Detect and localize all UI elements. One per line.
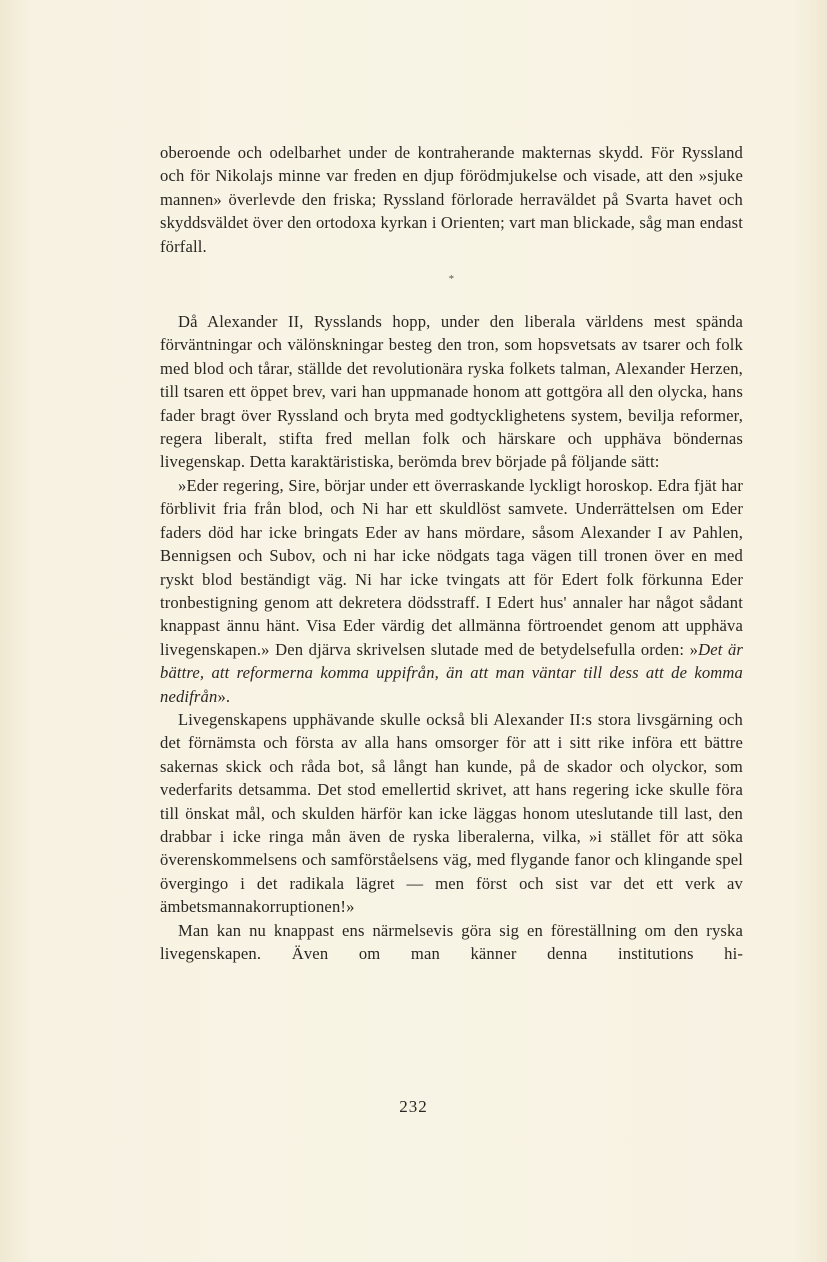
paragraph-2: Då Alexander II, Rysslands hopp, under den liberala världens mest spända förväntningar och välönskningar besteg den tron, som hopsvetsats av tsarer och folk med blod och tårar, ställde det revolutionära ryska folkets talman, Alexander Herzen, till tsaren ett öppet brev, vari han uppmanade honom att gottgöra all den olycka, hans fader bragt över Ryssland och bryta med godtycklighetens system, bevilja reformer, regera liberalt, stifta fred mellan folk och härskare och upphäva böndernas livegenskap. Detta karaktäristiska, berömda brev började på följande sätt: [160, 312, 743, 472]
paragraph-1: oberoende och odelbarhet under de kontraherande makternas skydd. För Ryssland och för Nikolajs minne var freden en djup förödmjukelse och visade, att den »sjuke mannen» överlevde den friska; Ryssland förlorade herraväldet på Svarta havet och skyddsväldet över den ortodoxa kyrkan i Orienten; vart man blickade, såg man endast förfall. [160, 143, 743, 256]
paragraph-5: Man kan nu knappast ens närmelsevis göra sig en föreställning om den ryska livegenskapen. Även om man känner denna institutions hi- [160, 920, 743, 963]
quote-text: »Eder regering, Sire, börjar under ett överraskande lyckligt horoskop. Edra fjät har förblivit fria från blod, och Ni har ett skuldlöst samvete. Underrättelsen om Eder faders död har icke bringats Eder av hans mördare, såsom Alexander I av Pahlen, Bennigsen och Subov, och ni har icke nödgats taga vägen till tronen över en med ryskt blod beständigt väg. Ni har icke tvingats att för Edert folk förkunna Eder tronbestigning genom att dekretera dödsstraff. I Edert hus' annaler har något sådant knappast ännu hänt. Visa Eder värdig det allmänna förtroendet genom att upphäva livegenskapen.» Den djärva skrivelsen slutade med de betydelsefulla orden: » [160, 475, 743, 659]
italic-quote: Det är bättre, att reformerna komma uppifrån, än att man väntar till dess att de komma nedifrån [160, 639, 743, 706]
page-number: 232 [399, 1097, 428, 1116]
section-divider: * [448, 273, 455, 286]
paragraph-4: Livegenskapens upphävande skulle också bli Alexander II:s stora livsgärning och det förnämsta och första av alla hans omsorger för att i sitt rike införa ett bättre sakernas skick och råda bot, så långt han kunde, på de skador och olyckor, som vederfarits detsamma. Det stod emellertid skrivet, att hans regering icke skulle föra till önskat mål, och skulden härför kan icke läggas honom uteslutande till last, den drabbar i icke ringa mån även de ryska liberalerna, vilka, »i stället för att söka överenskommelsens och samförståelsens väg, med flygande fanor och klingande spel övergingo i det radikala lägret — men först och sist var det ett verk av ämbetsmannakorruptionen!» [160, 709, 743, 917]
body-text [160, 141, 743, 965]
quote-end: ». [217, 686, 231, 706]
paragraph-3 [160, 474, 743, 708]
